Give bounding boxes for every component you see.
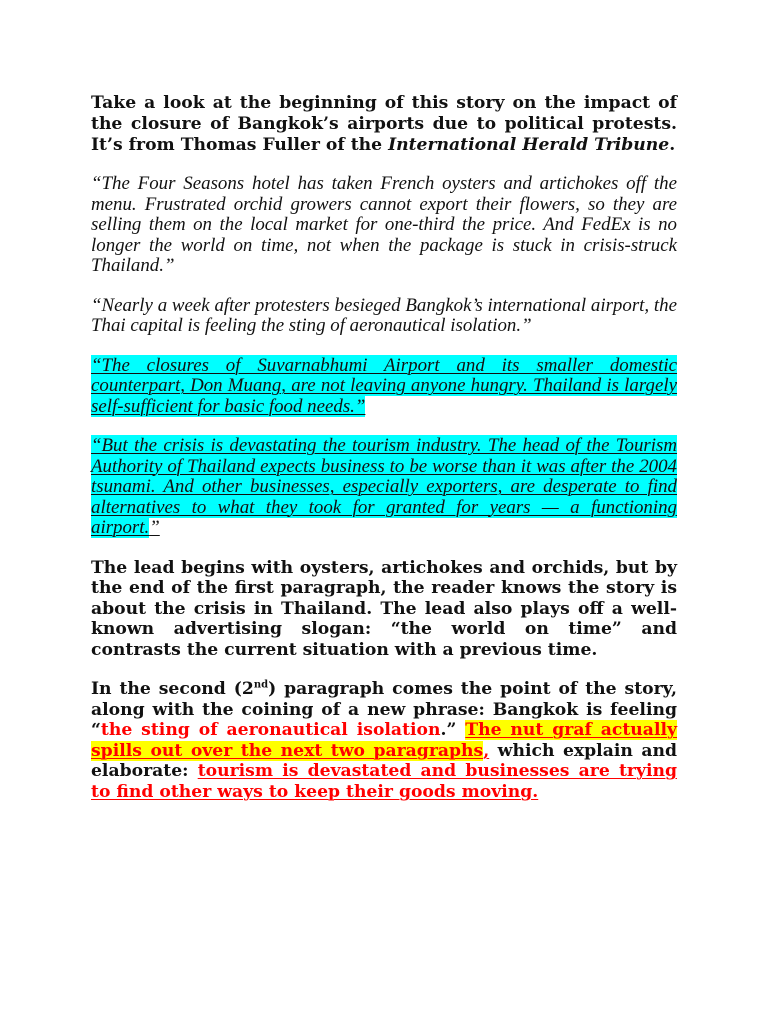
intro-paragraph	[91, 93, 677, 156]
analysis-2-text-4: which explain and elaborate:	[91, 740, 677, 781]
analysis-2-text-2: ) paragraph comes the point of the story, along with the coining of a new phrase: Bangkok is feeling “	[91, 679, 677, 740]
ordinal-superscript: nd	[253, 679, 269, 691]
highlighted-quote-4: “But the crisis is devastating the tourism industry. The head of the Tourism Authority of Thailand expects business to be worse than it was after the 2004 tsunami. And other businesses, especially exporters, are desperate to find alternatives to what they took for granted for years — a functioning airport.	[91, 435, 677, 538]
highlighted-quote-3: “The closures of Suvarnabhumi Airport and its smaller domestic counterpart, Don Muang, are not leaving anyone hungry. Thailand is largely self-sufficient for basic food needs.”	[91, 354, 677, 417]
publication-name: International Herald Tribune	[388, 135, 670, 155]
analysis-2-text-1: In the second (2	[91, 679, 254, 699]
red-phrase-tourism: tourism is devastated and businesses are trying to find other ways to keep their goods moving.	[91, 761, 677, 802]
quote-paragraph-4	[91, 436, 677, 539]
intro-text: Take a look at the beginning of this story on the impact of the closure of Bangkok’s airports due to political protests. It’s from Thomas Fuller of the	[91, 93, 677, 155]
quote-paragraph-3	[91, 356, 677, 418]
nut-graf-highlight: The nut graf actually spills out over the next two paragraphs	[91, 720, 677, 761]
analysis-paragraph-1: The lead begins with oysters, artichokes and orchids, but by the end of the first paragraph, the reader knows the story is about the crisis in Thailand. The lead also plays off a well-known advertising slogan: “the world on time” and contrasts the current situation with a previous time.	[91, 557, 677, 660]
quote-4-closing: ”	[149, 517, 160, 538]
quote-paragraph-1: “The Four Seasons hotel has taken French oysters and artichokes off the menu. Frustrated orchid growers cannot export their flowers, so they are selling them on the local market for one-third the price. And FedEx is no longer the world on time, not when the package is stuck in crisis-struck Thailand.”	[91, 173, 677, 276]
intro-end: .	[669, 135, 676, 155]
red-phrase-sting: the sting of aeronautical isolation	[100, 720, 441, 740]
quote-paragraph-2: “Nearly a week after protesters besieged Bangkok’s international airport, the Thai capital is feeling the sting of aeronautical isolation.”	[91, 294, 677, 336]
document-page	[91, 93, 677, 821]
red-comma: ,	[483, 740, 490, 761]
analysis-2-text-3: .”	[440, 720, 466, 740]
analysis-paragraph-2	[91, 679, 677, 802]
